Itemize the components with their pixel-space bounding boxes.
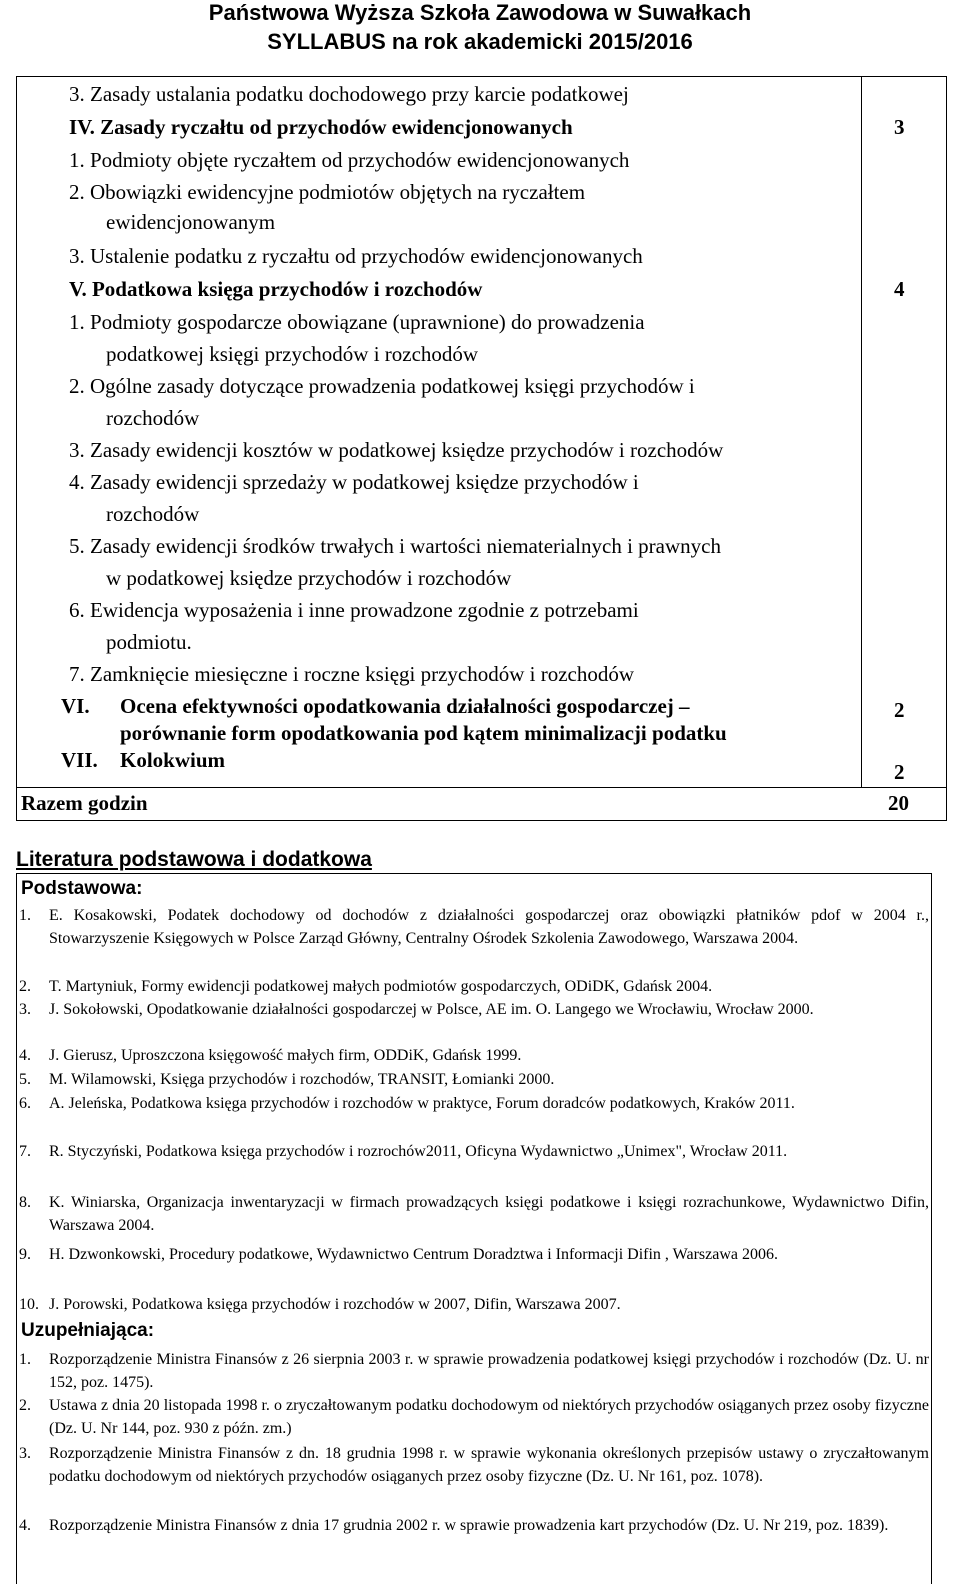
table-row: 6. Ewidencja wyposażenia i inne prowadzone zgodnie z potrzebami: [69, 598, 639, 622]
section-vii-title: Kolokwium: [120, 748, 226, 772]
column-divider: [861, 77, 862, 788]
table-row: podmiotu.: [106, 630, 192, 654]
table-row: 4. Zasady ewidencji sprzedaży w podatkowej księdze przychodów i: [69, 470, 639, 494]
section-v-hours: 4: [894, 277, 905, 301]
table-row: 1. Podmioty gospodarcze obowiązane (uprawnione) do prowadzenia: [69, 310, 645, 334]
table-row: 3. Zasady ewidencji kosztów w podatkowej księdze przychodów i rozchodów: [69, 438, 724, 462]
syllabus-title: SYLLABUS na rok akademicki 2015/2016: [267, 29, 693, 54]
table-row: ewidencjonowanym: [106, 210, 276, 234]
table-row: 2. Ogólne zasady dotyczące prowadzenia podatkowej księgi przychodów i: [69, 374, 695, 398]
section-iv-title: IV. Zasady ryczałtu od przychodów ewidencjonowanych: [69, 115, 573, 139]
supplementary-heading: Uzupełniająca:: [21, 1320, 155, 1341]
table-row: w podatkowej księdze przychodów i rozchodów: [106, 566, 512, 590]
school-name: Państwowa Wyższa Szkoła Zawodowa w Suwałkach: [208, 0, 752, 25]
total-row-divider: [17, 787, 946, 788]
table-row: 3. Zasady ustalania podatku dochodowego przy karcie podatkowej: [69, 82, 629, 106]
section-vi-hours: 2: [894, 698, 905, 722]
section-vii-hours: 2: [894, 760, 905, 784]
total-label: Razem godzin: [21, 791, 148, 815]
section-iv-hours: 3: [894, 115, 905, 139]
section-vii-number: VII.: [61, 748, 98, 772]
table-row: rozchodów: [106, 502, 200, 526]
literature-heading: Literatura podstawowa i dodatkowa: [16, 848, 372, 871]
total-value: 20: [888, 791, 909, 815]
literature-box: Podstawowa: 1. E. Kosakowski, Podatek dochodowy od dochodów z działalności gospodarczej oraz obowiązki płatników pdof w 2004 r., Stowarzyszenie Księgowych w Polsce Zarząd Główny, Centralny Ośrodek Szkolenia Zawodowego, Warszawa 2004. 2. T. Martyniuk, Formy ewidencji podatkowej małych podmiotów gospodarczych, ODiDK, Gdańsk 2004. 3. J. Sokołowski, Opodatkowanie działalności gospodarczej w Polsce, AE im. O. Langego we Wrocławiu, Wrocław 2000. 4. J. Gierusz, Uproszczona księgowość małych firm, ODDiK, Gdańsk 1999. 5. M. Wilamowski, Księga przychodów i rozchodów, TRANSIT, Łomianki 2000. 6. A. Jeleńska, Podatkowa księga przychodów i rozchodów w praktyce, Forum doradców podatkowych, Kraków 2011. 7. R. Styczyński, Podatkowa księga przychodów i rozrochów2011, Oficyna Wydawnictwo „Unimex", Wrocław 2011. 8. K. Winiarska, Organizacja inwentaryzacji w firmach prowadzących księgi podatkowe i księgi rozrachunkowe, Wydawnictwo Difin, Warszawa 2004. 9. H. Dzwonkowski, Procedury podatkowe, Wydawnictwo Centrum Doradztwa i Informacji Difin , Warszawa 2006. 10. J. Porowski, Podatkowa księga przychodów i rozchodów w 2007, Difin, Warszawa 2007. Uzupełniająca: 1. Rozporządzenie Ministra Finansów z 26 sierpnia 2003 r. w sprawie prowadzenia podatkowej księgi przychodów i rozchodów (Dz. U. nr 152, poz. 1475). 2. Ustawa z dnia 20 listopada 1998 r. o zryczałtowanym podatku dochodowym od niektórych przychodów osiąganych przez osoby fizyczne (Dz. U. Nr 144, poz. 930 z późn. zm.) 3. Rozporządzenie Ministra Finansów z dn. 18 grudnia 1998 r. w sprawie wykonania określonych przepisów ustawy o zryczałtowanym podatku dochodowym od niektórych przychodów osiąganych przez osoby fizyczne (Dz. U. Nr 161, poz. 1078). 4. Rozporządzenie Ministra Finansów z dnia 17 grudnia 2002 r. w sprawie prowadzenia kart przychodów (Dz. U. Nr 219, poz. 1839).: [16, 873, 932, 1584]
table-row: 5. Zasady ewidencji środków trwałych i wartości niematerialnych i prawnych: [69, 534, 721, 558]
section-vi-number: VI.: [61, 694, 90, 718]
table-row: 3. Ustalenie podatku z ryczałtu od przychodów ewidencjonowanych: [69, 244, 643, 268]
section-v-title: V. Podatkowa księga przychodów i rozchodów: [69, 277, 483, 301]
section-vi-title: Ocena efektywności opodatkowania działalności gospodarczej –: [120, 694, 690, 718]
table-row: 1. Podmioty objęte ryczałtem od przychodów ewidencjonowanych: [69, 148, 630, 172]
section-vi-title-cont: porównanie form opodatkowania pod kątem minimalizacji podatku: [120, 721, 727, 745]
program-table: [16, 76, 947, 821]
table-row: 2. Obowiązki ewidencyjne podmiotów objętych na ryczałtem: [69, 180, 586, 204]
basic-heading: Podstawowa:: [21, 878, 143, 899]
table-row: 7. Zamknięcie miesięczne i roczne księgi przychodów i rozchodów: [69, 662, 635, 686]
table-row: podatkowej księgi przychodów i rozchodów: [106, 342, 479, 366]
table-row: rozchodów: [106, 406, 200, 430]
